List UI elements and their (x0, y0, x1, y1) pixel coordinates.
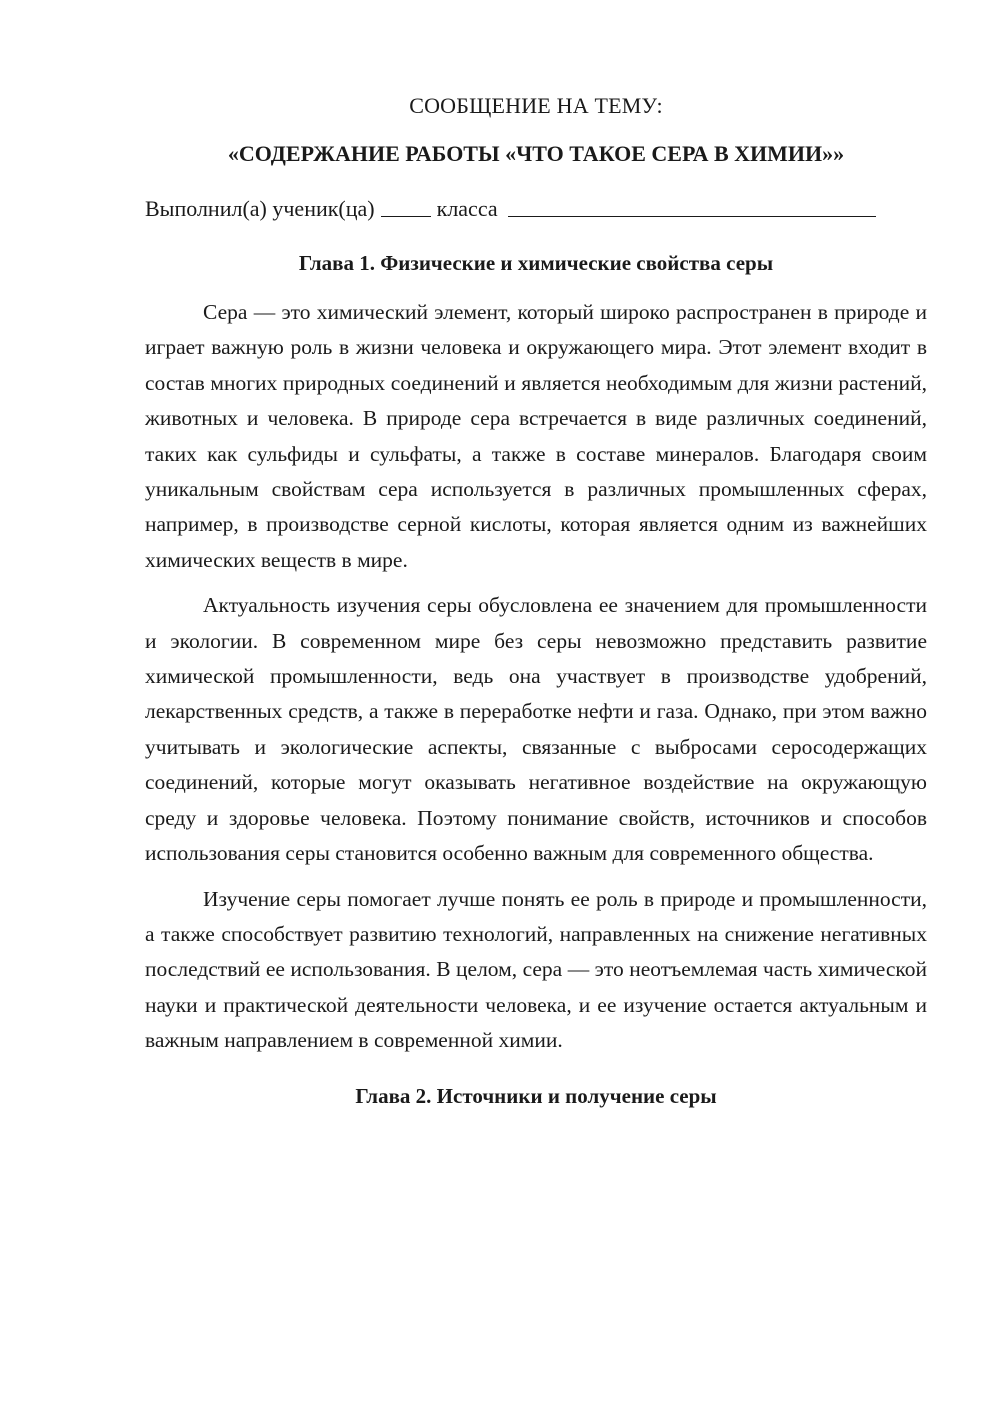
author-label: Выполнил(а) ученик(ца) (145, 196, 375, 221)
chapter-1-paragraph: Сера — это химический элемент, который широко распространен в природе и играет важную роль в жизни человека и окружающего мира. Этот элемент входит в состав многих природных соединений и является необходимым для жизни растений, животных и человека. В природе сера встречается в виде различных соединений, таких как сульфиды и сульфаты, а также в составе минералов. Благодаря своим уникальным свойствам сера используется в различных промышленных сферах, например, в производстве серной кислоты, которая является одним из важнейших химических веществ в мире. (145, 300, 927, 572)
author-line (145, 195, 927, 223)
document-content (145, 92, 927, 1110)
chapter-1-paragraph: Изучение серы помогает лучше понять ее роль в природе и промышленности, а также способствует развитию технологий, направленных на снижение негативных последствий ее использования. В целом, сера — это неотъемлемая часть химической науки и практической деятельности человека, и ее изучение остается актуальным и важным направлением в современной химии. (145, 886, 927, 1053)
class-blank-field (508, 215, 876, 217)
grade-blank-field (381, 215, 431, 217)
document-heading: СООБЩЕНИЕ НА ТЕМУ: (409, 93, 663, 118)
chapter-1-paragraph: Актуальность изучения серы обусловлена ее значением для промышленности и экологии. В современном мире без серы невозможно представить развитие химической промышленности, ведь она участвует в производстве удобрений, лекарственных средств, а также в переработке нефти и газа. Однако, при этом важно учитывать и экологические аспекты, связанные с выбросами серосодержащих соединений, которые могут оказывать негативное воздействие на окружающую среду и здоровье человека. Поэтому понимание свойств, источников и способов использования серы становится особенно важным для современного общества. (145, 593, 927, 866)
chapter-1-title: Глава 1. Физические и химические свойства серы (298, 251, 774, 275)
document-title: «СОДЕРЖАНИЕ РАБОТЫ «ЧТО ТАКОЕ СЕРА В ХИМИИ»» (227, 141, 845, 166)
chapter-2-title: Глава 2. Источники и получение серы (355, 1083, 717, 1108)
class-label: класса (436, 196, 498, 221)
